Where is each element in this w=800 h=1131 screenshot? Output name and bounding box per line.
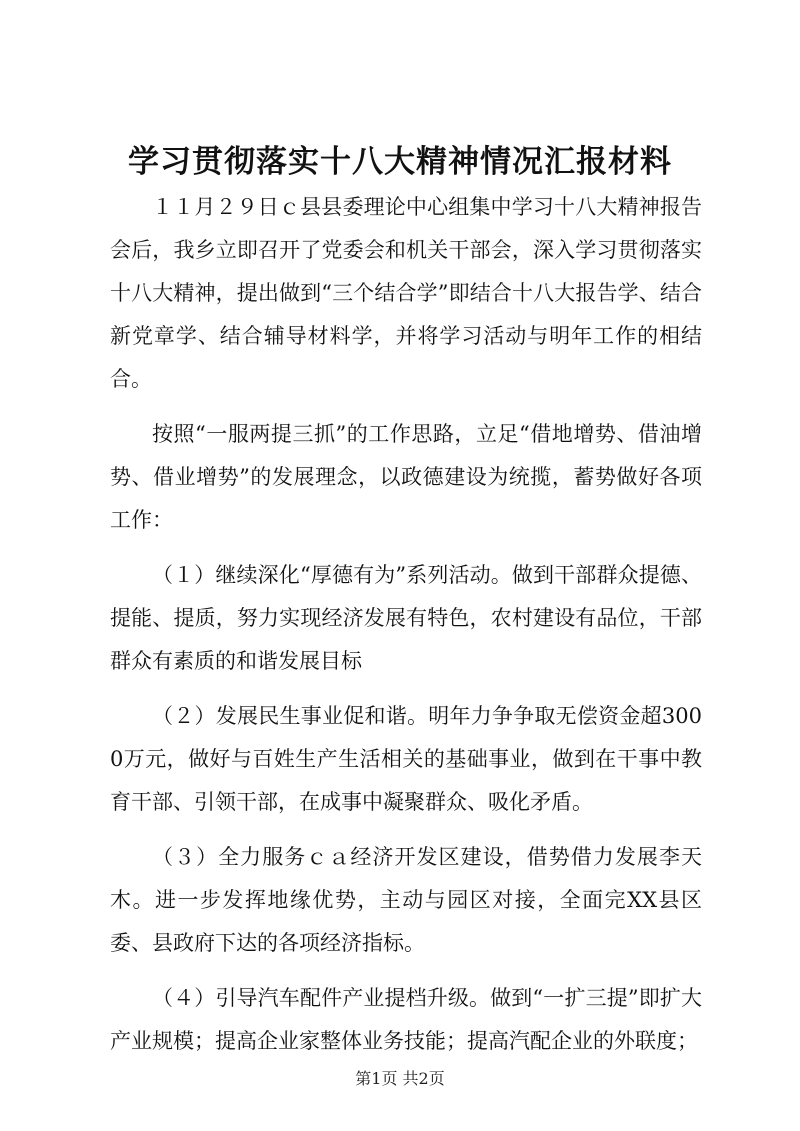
document-body bbox=[110, 186, 702, 1075]
paragraph-item-1: （１）继续深化“厚德有为”系列活动。做到干部群众提德、提能、提质，努力实现经济发展有特色，农村建设有品位，干部群众有素质的和谐发展目标 bbox=[110, 563, 702, 673]
paragraph-item-2: （２）发展民生事业促和谐。明年力争争取无偿资金超3000万元，做好与百姓生产生活相关的基础事业，做到在干事中教育干部、引领干部，在成事中凝聚群众、吸化矛盾。 bbox=[110, 704, 702, 814]
document-title: 学习贯彻落实十八大精神情况汇报材料 bbox=[128, 144, 672, 180]
paragraph-item-3: （３）全力服务ｃａ经济开发区建设，借势借力发展李天木。进一步发挥地缘优势，主动与园区对接，全面完XX县区委、县政府下达的各项经济指标。 bbox=[110, 845, 702, 955]
paragraph-intro: １１月２９日ｃ县县委理论中心组集中学习十八大精神报告会后，我乡立即召开了党委会和机关干部会，深入学习贯彻落实十八大精神，提出做到“三个结合学”即结合十八大报告学、结合新党章学、结合辅导材料学，并将学习活动与明年工作的相结合。 bbox=[110, 195, 702, 391]
paragraph-item-4: （４）引导汽车配件产业提档升级。做到“一扩三提”即扩大产业规模；提高企业家整体业务技能；提高汽配企业的外联度； bbox=[110, 986, 702, 1053]
page-indicator: 第1页 共2页 bbox=[355, 1069, 445, 1088]
paragraph-approach: 按照“一服两提三抓”的工作思路，立足“借地增势、借油增势、借业增势”的发展理念，以政德建设为统揽，蓄势做好各项工作： bbox=[110, 422, 702, 532]
